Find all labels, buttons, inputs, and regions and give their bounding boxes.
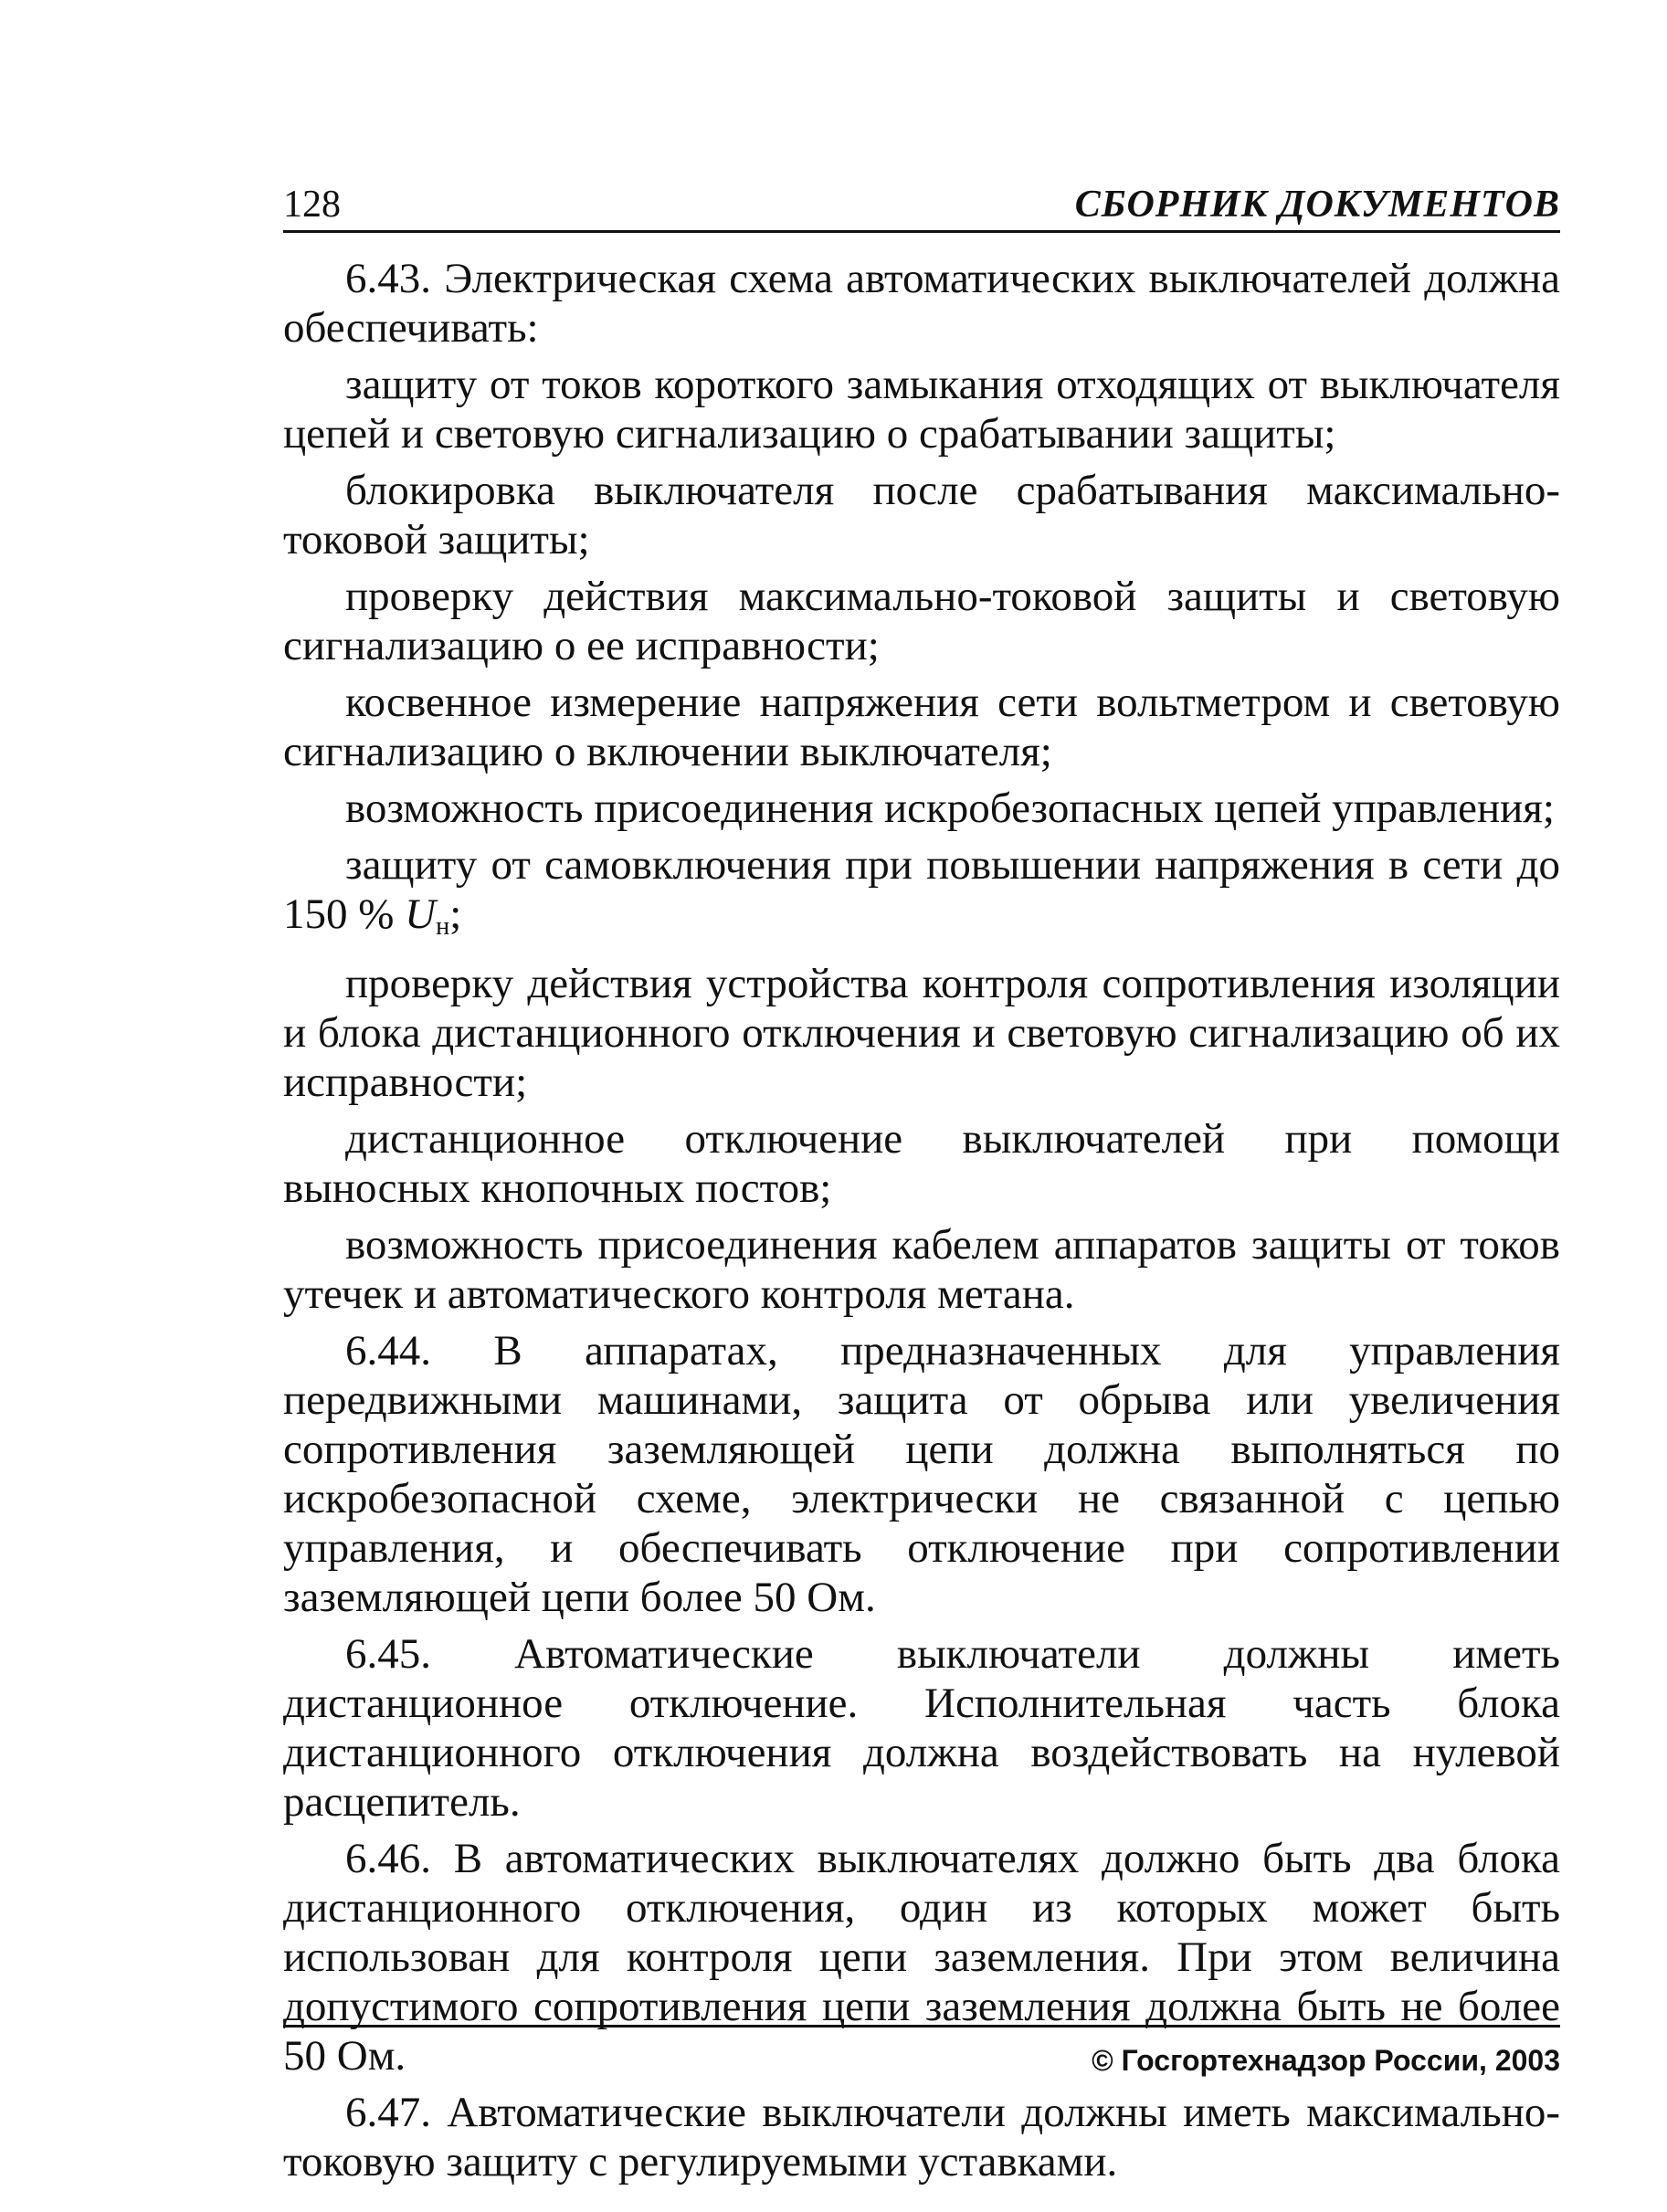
copyright-notice: © Госгортехнадзор России, 2003 — [1092, 2044, 1560, 2077]
list-item: возможность присоединения искробезопасных цепей управления; — [345, 785, 1555, 832]
page-number: 128 — [283, 184, 341, 226]
list-item: проверку действия максимально-токовой защиты и световую сигнализацию о ее исправности; — [283, 573, 1560, 669]
paragraph-6-44: 6.44. В аппаратах, предназначенных для управления передвижными машинами, защита от обрыва или увеличения сопротивления заземляющей цепи должна выполняться по искробезопасной схеме, электрически не связанной с цепью управления, и обеспечивать отключение при сопротивлении заземляющей цепи более 50 Ом. — [283, 1327, 1560, 1622]
paragraph-6-43: 6.43. Электрическая схема автоматических выключателей должна обеспечивать: — [283, 255, 1560, 352]
list-item: защиту от токов короткого замыкания отходящих от выключателя цепей и световую сигнализацию о срабатывании защиты; — [283, 361, 1560, 458]
list-item-voltage — [283, 840, 1560, 952]
list-item: возможность присоединения кабелем аппаратов защиты от токов утечек и автоматического контроля метана. — [283, 1221, 1560, 1319]
paragraph-6-46: 6.46. В автоматических выключателях должно быть два блока дистанционного отключения, один из которых может быть использован для контроля цепи заземления. При этом величина допустимого сопротивления цепи заземления должна быть не более 50 Ом. — [283, 1835, 1560, 2080]
paragraph-6-47: 6.47. Автоматические выключатели должны иметь максимально-токовую защиту с регулируемыми уставками. — [283, 2089, 1560, 2186]
list-item: блокировка выключателя после срабатывания максимально-токовой защиты; — [283, 467, 1560, 564]
voltage-symbol: U — [405, 890, 437, 938]
paragraph-6-45: 6.45. Автоматические выключатели должны иметь дистанционное отключение. Исполнительная часть блока дистанционного отключения должна воздействовать на нулевой расцепитель. — [283, 1630, 1560, 1827]
document-body — [283, 254, 1560, 2194]
list-item: проверку действия устройства контроля сопротивления изоляции и блока дистанционного отключения и световую сигнализацию об их исправности; — [283, 960, 1560, 1107]
list-item: косвенное измерение напряжения сети вольтметром и световую сигнализацию о включении выключателя; — [283, 679, 1560, 775]
page-header — [283, 179, 1560, 233]
list-item: дистанционное отключение выключателей при помощи выносных кнопочных постов; — [283, 1115, 1560, 1213]
voltage-suffix: ; — [449, 890, 462, 938]
running-title: СБОРНИК ДОКУМЕНТОВ — [1074, 184, 1560, 226]
list-item-text: защиту от самовключения при повышении напряжения в сети до 150 % — [283, 841, 1560, 938]
voltage-subscript: н — [436, 912, 450, 942]
footer-divider — [283, 2025, 1560, 2028]
